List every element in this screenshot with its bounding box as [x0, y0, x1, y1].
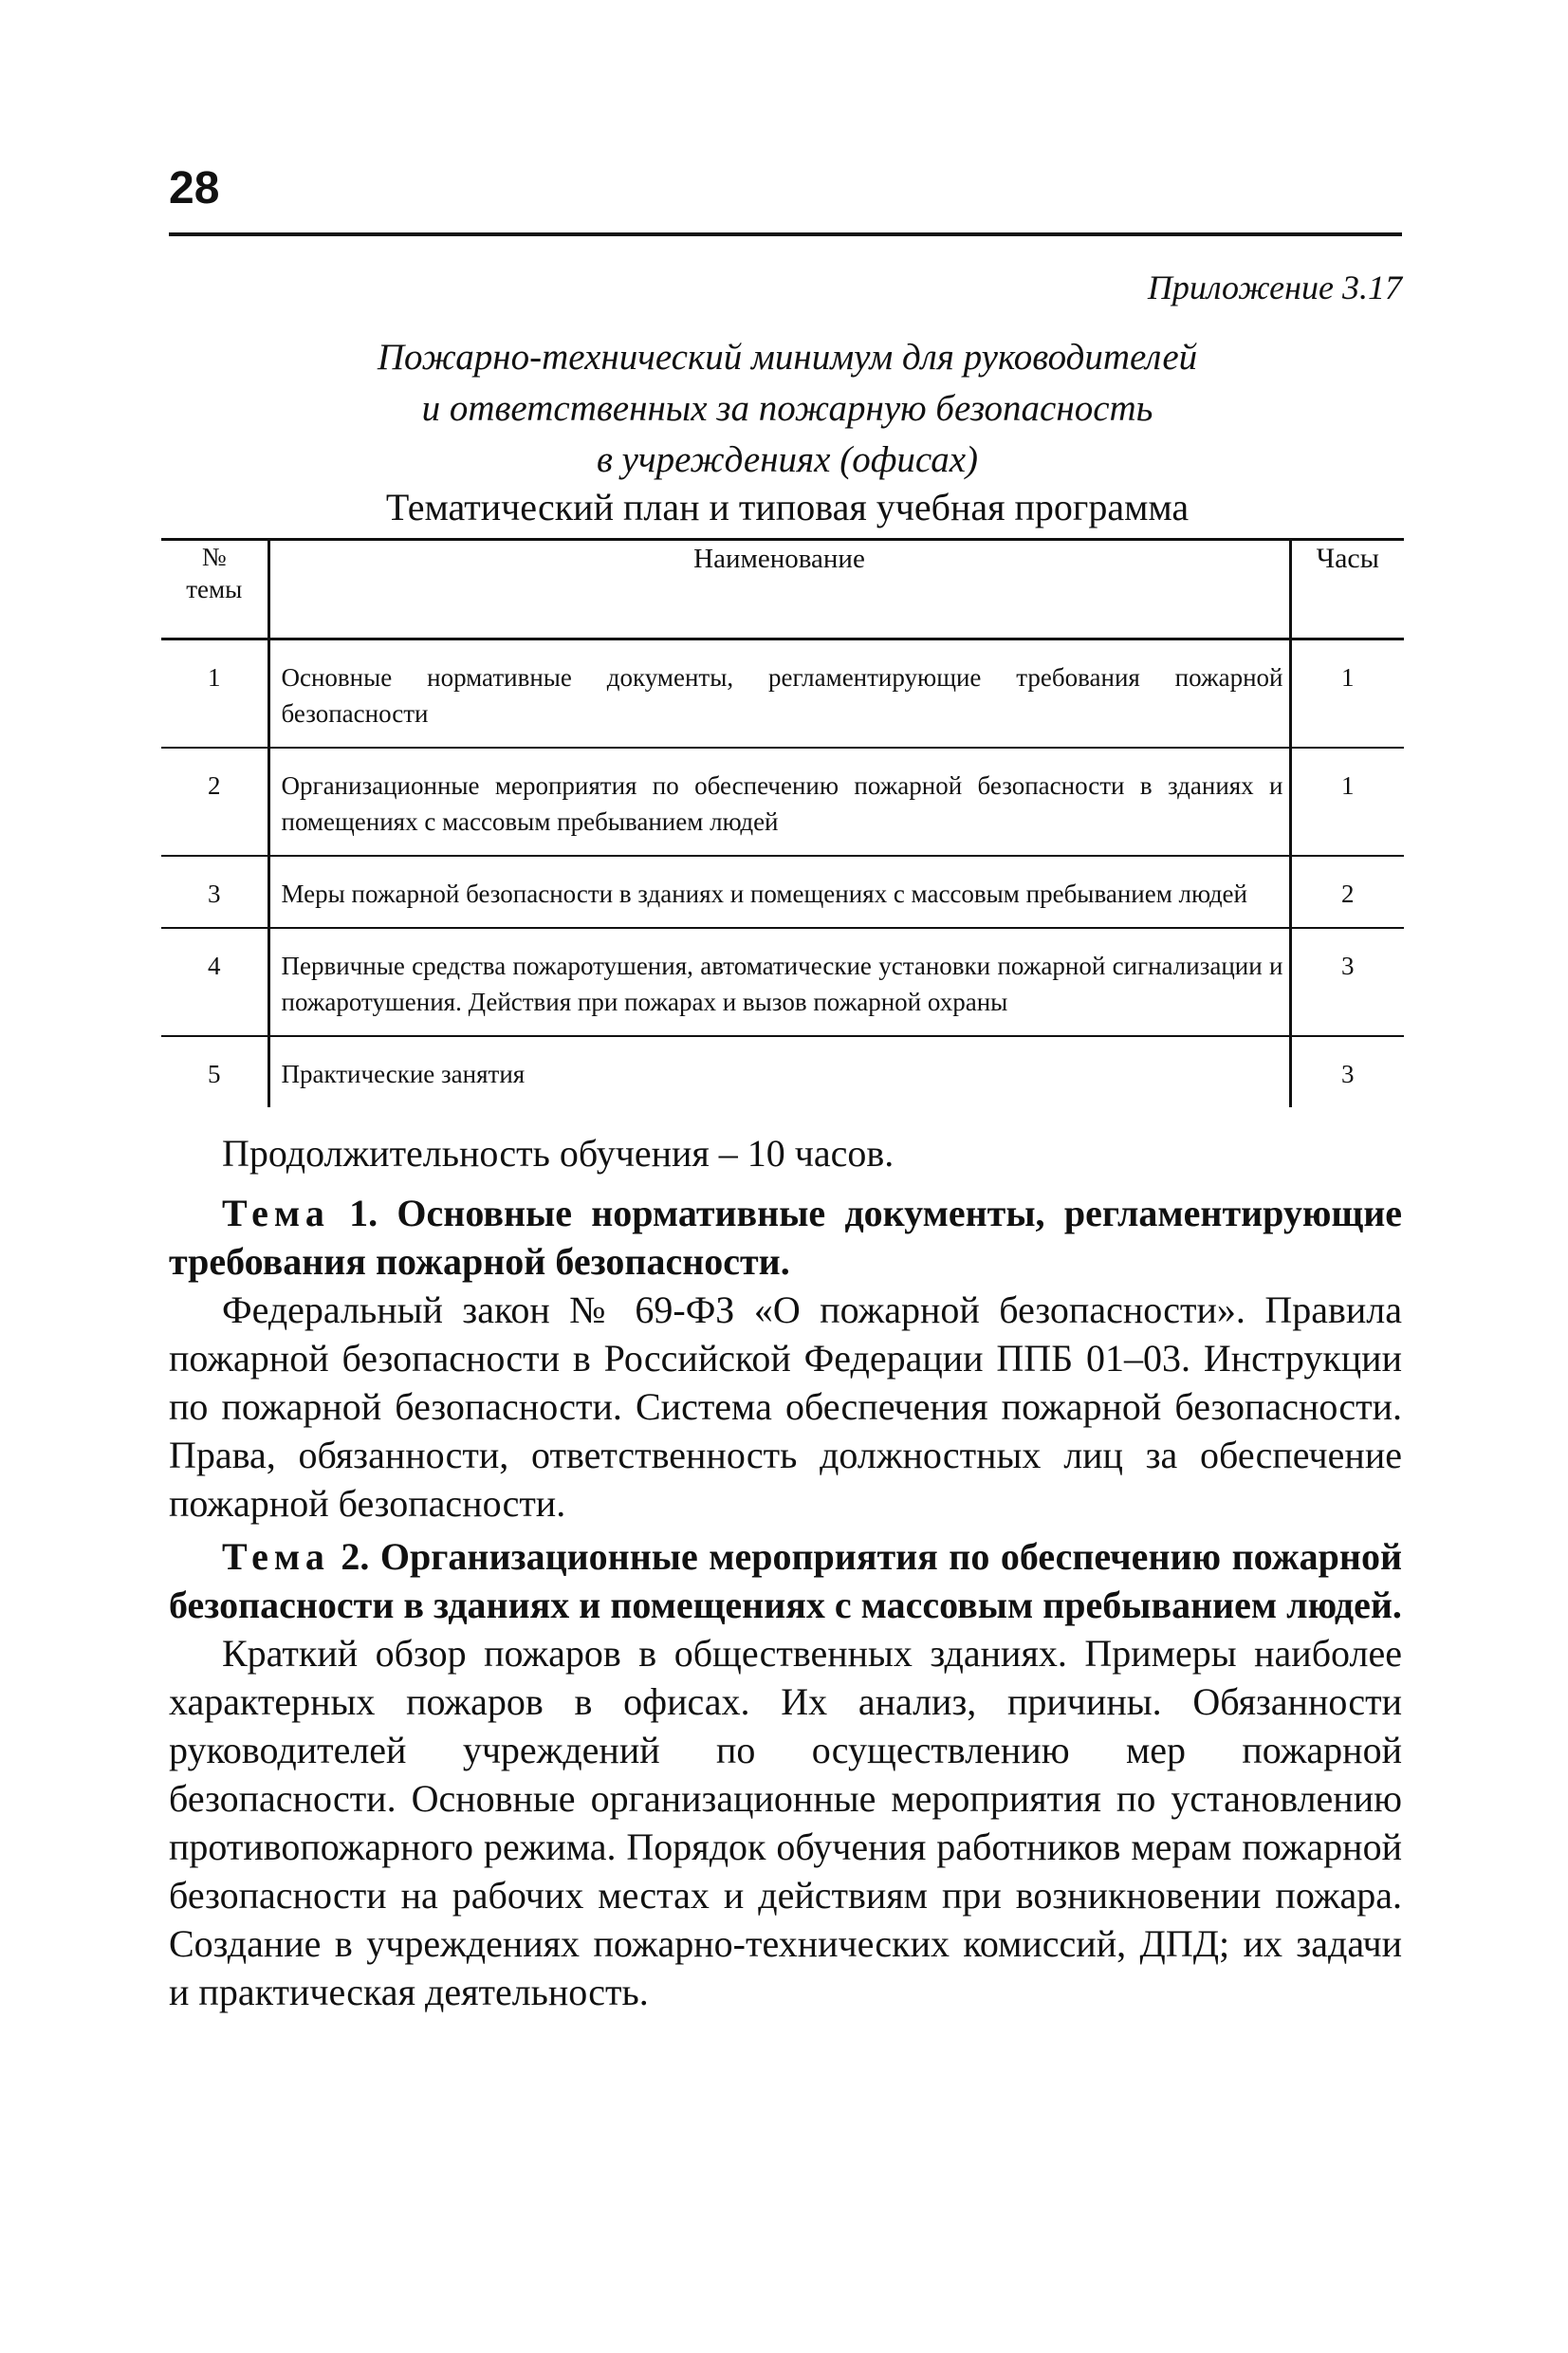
document-subtitle: Тематический план и типовая учебная программа: [385, 486, 1190, 528]
topic-name: Основные нормативные документы, регламентирующие требования пожарной безопасности: [268, 639, 1290, 749]
thematic-plan-table: [161, 538, 1404, 1107]
topic-number: 5: [208, 1060, 221, 1088]
topic-name: Практические занятия: [268, 1036, 1290, 1107]
section-title: 1. Основные нормативные документы, регламентирующие требования пожарной безопасности.: [169, 1192, 1402, 1283]
title-line: и ответственных за пожарную безопасность: [421, 388, 1153, 429]
table-row: [161, 928, 1404, 1036]
topic-hours: 1: [1290, 748, 1404, 856]
topic-number: 4: [161, 928, 268, 1036]
training-duration: Продолжительность обучения – 10 часов.: [222, 1132, 895, 1175]
table-row: [161, 748, 1404, 856]
topic-number: 1: [161, 639, 268, 749]
header-num-symbol: №: [201, 543, 227, 571]
section-body: Федеральный закон № 69-ФЗ «О пожарной безопасности». Правила пожарной безопасности в Российской Федерации ППБ 01–03. Инструкции по пожарной безопасности. Система обеспечения пожарной безопасности. Права, обязанности, ответственность должностных лиц за обеспечение пожарной безопасности.: [169, 1288, 1402, 1525]
title-line: Пожарно-технический минимум для руководителей: [377, 337, 1198, 378]
section-label: Тема: [222, 1535, 330, 1578]
table-header-row: [161, 540, 1404, 639]
section-label: Тема: [222, 1192, 330, 1234]
table-row: [161, 639, 1404, 749]
topic-number: 2: [161, 748, 268, 856]
topic-name: Меры пожарной безопасности в зданиях и помещениях с массовым пребыванием людей: [268, 856, 1290, 928]
section-heading: [169, 1532, 1402, 1629]
topic-hours: 3: [1341, 1060, 1355, 1088]
table-row: [161, 1036, 1404, 1107]
appendix-label: Приложение 3.17: [1147, 269, 1402, 306]
section-heading: [169, 1189, 1402, 1286]
topic-hours: 1: [1290, 639, 1404, 749]
topic-name: Первичные средства пожаротушения, автоматические установки пожарной сигнализации и пожаротушения. Действия при пожарах и вызов пожарной охраны: [268, 928, 1290, 1036]
title-line: в учреждениях (офисах): [596, 439, 979, 480]
topic-number: 3: [161, 856, 268, 928]
document-title: [266, 332, 1309, 486]
topic-hours: 2: [1290, 856, 1404, 928]
header-topic-number: [161, 540, 268, 639]
topic-section-2: [169, 1532, 1402, 2016]
page-number: 28: [169, 163, 220, 213]
topic-name: Организационные мероприятия по обеспечению пожарной безопасности в зданиях и помещениях с массовым пребыванием людей: [268, 748, 1290, 856]
section-title: 2. Организационные мероприятия по обеспечению пожарной безопасности в зданиях и помещениях с массовым пребыванием людей.: [169, 1535, 1402, 1626]
header-hours: Часы: [1290, 540, 1404, 639]
header-num-label: темы: [186, 575, 243, 603]
header-name: Наименование: [268, 540, 1290, 639]
topic-section-1: [169, 1189, 1402, 1528]
topic-hours: 3: [1290, 928, 1404, 1036]
table-row: [161, 856, 1404, 928]
section-body: Краткий обзор пожаров в общественных зданиях. Примеры наиболее характерных пожаров в офисах. Их анализ, причины. Обязанности руководителей учреждений по осуществлению мер пожарной безопасности. Основные организационные мероприятия по установлению противопожарного режима. Порядок обучения работников мерам пожарной безопасности на рабочих местах и действиям при возникновении пожара. Создание в учреждениях пожарно-технических комиссий, ДПД; их задачи и практическая деятельность.: [169, 1632, 1402, 2013]
header-rule: [169, 232, 1402, 236]
